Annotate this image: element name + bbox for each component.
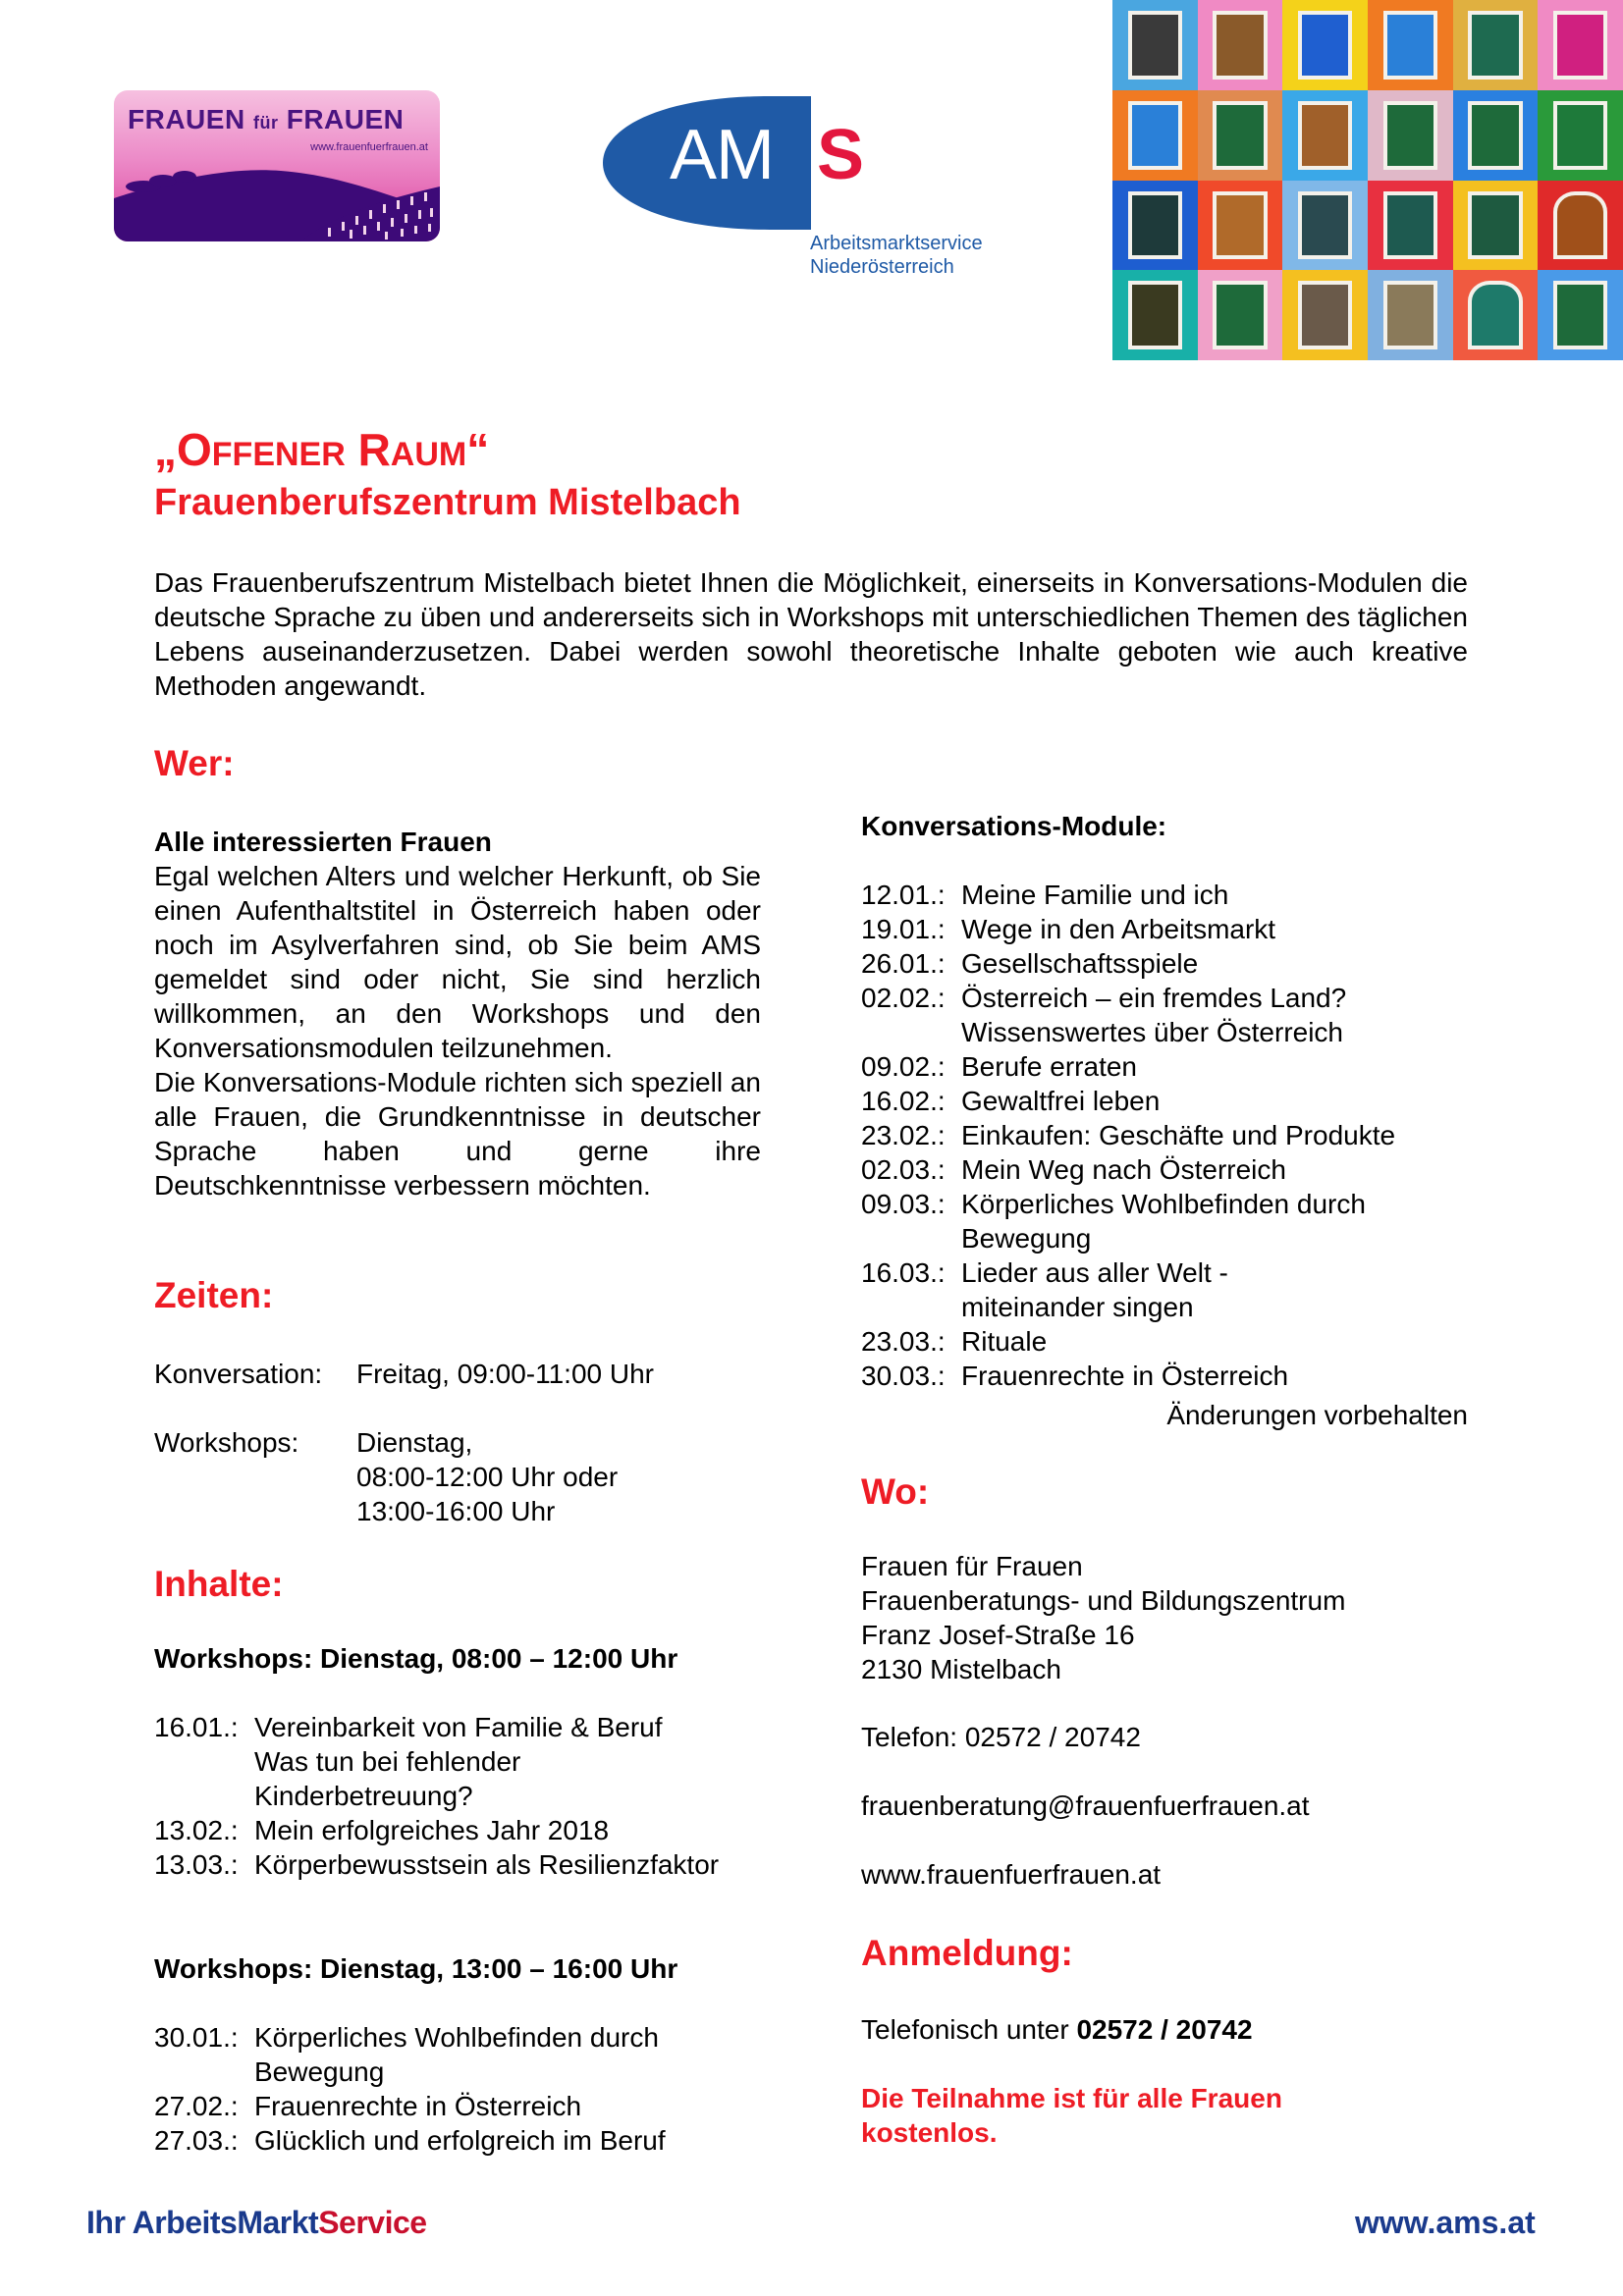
ams-logo-region: Niederösterreich: [810, 256, 954, 278]
schedule-item: [154, 2123, 666, 2158]
page-subtitle: Frauenberufszentrum Mistelbach: [154, 482, 741, 523]
window-photo-tile: [1453, 181, 1539, 271]
schedule-date: 27.03.:: [154, 2125, 239, 2156]
ams-logo-subtitle: Arbeitsmarktservice: [810, 233, 983, 254]
schedule-item: [861, 1015, 1395, 1049]
window-frame-icon: [1128, 101, 1182, 170]
fff-logo-fuer: für: [252, 113, 279, 133]
contact-phone: Telefon: 02572 / 20742: [861, 1722, 1141, 1752]
schedule-topic: Frauenrechte in Österreich: [254, 2091, 582, 2121]
schedule-item: [861, 1221, 1395, 1255]
address-line: Frauenberatungs- und Bildungszentrum: [861, 1585, 1346, 1616]
schedule-item: [861, 1324, 1395, 1359]
window-frame-icon: [1553, 281, 1607, 349]
schedule-topic: Körperbewusstsein als Resilienzfaktor: [254, 1849, 720, 1880]
window-frame-icon: [1298, 11, 1352, 80]
footer-slogan: [86, 2205, 427, 2241]
schedule-date: 26.01.:: [861, 948, 946, 979]
section-heading-zeiten: Zeiten:: [154, 1275, 274, 1315]
window-frame-icon: [1213, 101, 1267, 170]
section-heading-wo: Wo:: [861, 1471, 930, 1512]
window-photo-tile: [1198, 90, 1283, 181]
free-participation-note: [861, 2081, 1282, 2150]
schedule-topic: Was tun bei fehlender: [254, 1746, 521, 1777]
schedule-topic: Gewaltfrei leben: [961, 1086, 1161, 1116]
schedule-date: 13.03.:: [154, 1849, 239, 1880]
zeiten-label: Workshops:: [154, 1427, 299, 1458]
wer-paragraph: Egal welchen Alters und welcher Herkunft, ob Sie einen Aufenthaltstitel in Österreich haben oder noch im Asylverfahren sind, ob Sie beim AMS gemeldet sind oder nicht, Sie sind herzlich willkommen, an den Workshops und den Konversationsmodulen teilzunehmen.: [154, 861, 761, 1063]
schedule-item: [154, 1779, 719, 1813]
fff-logo-word: FRAUEN: [128, 104, 245, 134]
window-frame-icon: [1213, 281, 1267, 349]
footer-slogan-service: Service: [318, 2205, 427, 2240]
title-quote-open: „: [154, 424, 177, 475]
title-quote-close: “: [466, 424, 490, 475]
anmeldung-phone-prefix: Telefonisch unter: [861, 2014, 1077, 2045]
address-line: Frauen für Frauen: [861, 1551, 1083, 1581]
wer-block: [154, 825, 761, 1202]
schedule-topic: Körperliches Wohlbefinden durch: [254, 2022, 659, 2053]
window-photo-tile: [1198, 181, 1283, 271]
schedule-topic: Lieder aus aller Welt -: [961, 1257, 1228, 1288]
schedule-item: [861, 1049, 1395, 1084]
schedule-topic: Bewegung: [254, 2056, 385, 2087]
window-frame-icon: [1553, 11, 1607, 80]
schedule-date: 30.01.:: [154, 2022, 239, 2053]
anmeldung-phone: [861, 2012, 1253, 2047]
schedule-topic: Meine Familie und ich: [961, 880, 1229, 910]
window-frame-icon: [1468, 281, 1522, 349]
contact-website-link[interactable]: www.frauenfuerfrauen.at: [861, 1859, 1162, 1890]
schedule-item: [154, 1847, 719, 1882]
fff-logo-url: www.frauenfuerfrauen.at: [310, 141, 428, 153]
section-heading-anmeldung: Anmeldung:: [861, 1933, 1073, 1973]
schedule-topic: Berufe erraten: [961, 1051, 1137, 1082]
footer-slogan-main: Ihr ArbeitsMarkt: [86, 2205, 319, 2240]
schedule-topic: Gesellschaftsspiele: [961, 948, 1199, 979]
schedule-item: [861, 912, 1395, 946]
window-photo-tile: [1453, 0, 1539, 90]
schedule-topic: Mein Weg nach Österreich: [961, 1154, 1286, 1185]
window-photo-tile: [1538, 0, 1623, 90]
schedule-topic: Frauenrechte in Österreich: [961, 1361, 1289, 1391]
konversation-list: [861, 878, 1395, 1393]
schedule-item: [154, 2020, 666, 2055]
schedule-date: 16.01.:: [154, 1712, 239, 1742]
window-frame-icon: [1128, 191, 1182, 260]
schedule-item: [861, 1118, 1395, 1152]
schedule-date: 16.02.:: [861, 1086, 946, 1116]
window-photo-tile: [1112, 90, 1198, 181]
title-word-rest: FFENER: [211, 436, 346, 473]
schedule-topic: miteinander singen: [961, 1292, 1194, 1322]
schedule-topic: Mein erfolgreiches Jahr 2018: [254, 1815, 610, 1845]
schedule-topic: Glücklich und erfolgreich im Beruf: [254, 2125, 666, 2156]
schedule-item: [861, 1255, 1395, 1290]
window-photo-tile: [1453, 270, 1539, 360]
zeiten-konversation-row: [154, 1357, 654, 1391]
section-heading-wer: Wer:: [154, 743, 235, 783]
window-photo-tile: [1368, 270, 1453, 360]
wer-paragraph: Die Konversations-Module richten sich speziell an alle Frauen, die Grundkenntnisse in deutscher Sprache haben und gerne ihre Deutschkenntnisse verbessern möchten.: [154, 1067, 761, 1201]
schedule-date: 09.02.:: [861, 1051, 946, 1082]
schedule-topic: Bewegung: [961, 1223, 1092, 1254]
window-frame-icon: [1213, 191, 1267, 260]
window-frame-icon: [1383, 281, 1437, 349]
schedule-item: [861, 1084, 1395, 1118]
schedule-topic: Körperliches Wohlbefinden durch: [961, 1189, 1366, 1219]
window-frame-icon: [1468, 11, 1522, 80]
zeiten-value-line: 08:00-12:00 Uhr oder: [356, 1462, 619, 1492]
address-block: [861, 1549, 1345, 1686]
ams-logo: [589, 94, 1041, 281]
window-frame-icon: [1383, 191, 1437, 260]
zeiten-value: [356, 1425, 618, 1528]
schedule-item: [154, 2089, 666, 2123]
address-line: 2130 Mistelbach: [861, 1654, 1061, 1684]
window-frame-icon: [1213, 11, 1267, 80]
schedule-date: 30.03.:: [861, 1361, 946, 1391]
zeiten-value-line: Dienstag,: [356, 1427, 473, 1458]
schedule-date: 13.02.:: [154, 1815, 239, 1845]
frauen-fuer-frauen-logo: [114, 90, 440, 241]
window-photo-tile: [1282, 270, 1368, 360]
schedule-item: [861, 946, 1395, 981]
zeiten-workshops-row: [154, 1425, 618, 1528]
window-photo-tile: [1198, 0, 1283, 90]
window-photo-tile: [1112, 0, 1198, 90]
schedule-item: [154, 1710, 719, 1744]
schedule-topic: Wege in den Arbeitsmarkt: [961, 914, 1276, 944]
window-photo-tile: [1368, 90, 1453, 181]
zeiten-value-line: 13:00-16:00 Uhr: [356, 1496, 556, 1526]
free-note-line: Die Teilnahme ist für alle Frauen: [861, 2083, 1282, 2113]
schedule-topic: Wissenswertes über Österreich: [961, 1017, 1344, 1047]
schedule-date: 02.03.:: [861, 1154, 946, 1185]
window-photo-tile: [1112, 270, 1198, 360]
window-photo-tile: [1282, 90, 1368, 181]
window-photo-tile: [1282, 0, 1368, 90]
schedule-topic: Rituale: [961, 1326, 1048, 1357]
schedule-date: 02.02.:: [861, 983, 946, 1013]
wer-subheading: Alle interessierten Frauen: [154, 827, 492, 857]
window-photo-tile: [1538, 181, 1623, 271]
schedule-item: [861, 1152, 1395, 1187]
fff-logo-landscape-icon: [114, 90, 440, 241]
section-heading-inhalte: Inhalte:: [154, 1564, 284, 1604]
schedule-topic: Vereinbarkeit von Familie & Beruf: [254, 1712, 663, 1742]
changes-reserved-note: Änderungen vorbehalten: [1166, 1400, 1468, 1430]
ams-logo-am: AM: [670, 116, 774, 194]
schedule-item: [861, 1187, 1395, 1221]
schedule-date: 23.02.:: [861, 1120, 946, 1150]
window-frame-icon: [1298, 281, 1352, 349]
window-frame-icon: [1553, 191, 1607, 260]
schedule-item: [154, 1813, 719, 1847]
zeiten-value: Freitag, 09:00-11:00 Uhr: [356, 1359, 654, 1389]
window-frame-icon: [1128, 11, 1182, 80]
schedule-topic: Österreich – ein fremdes Land?: [961, 983, 1347, 1013]
page-title: [154, 424, 741, 525]
schedule-date: 09.03.:: [861, 1189, 946, 1219]
windows-collage-image: [1112, 0, 1623, 360]
window-frame-icon: [1468, 101, 1522, 170]
window-photo-tile: [1538, 270, 1623, 360]
ams-logo-s: S: [817, 116, 865, 194]
window-frame-icon: [1383, 101, 1437, 170]
workshop-list-afternoon: [154, 2020, 666, 2158]
schedule-date: 23.03.:: [861, 1326, 946, 1357]
schedule-topic: Kinderbetreuung?: [254, 1781, 473, 1811]
window-photo-tile: [1368, 181, 1453, 271]
address-line: Franz Josef-Straße 16: [861, 1620, 1135, 1650]
window-photo-tile: [1368, 0, 1453, 90]
schedule-item: [154, 2055, 666, 2089]
schedule-topic: Einkaufen: Geschäfte und Produkte: [961, 1120, 1396, 1150]
window-photo-tile: [1282, 181, 1368, 271]
workshop-group-title: Workshops: Dienstag, 08:00 – 12:00 Uhr: [154, 1643, 678, 1674]
anmeldung-phone-number: 02572 / 20742: [1076, 2014, 1253, 2045]
title-word-rest: AUM: [390, 436, 467, 473]
window-photo-tile: [1453, 90, 1539, 181]
schedule-date: 12.01.:: [861, 880, 946, 910]
schedule-date: 16.03.:: [861, 1257, 946, 1288]
window-frame-icon: [1468, 191, 1522, 260]
schedule-item: [861, 981, 1395, 1015]
contact-email-link[interactable]: frauenberatung@frauenfuerfrauen.at: [861, 1790, 1310, 1821]
intro-paragraph: Das Frauenberufszentrum Mistelbach bietet Ihnen die Möglichkeit, einerseits in Konversations-Modulen die deutsche Sprache zu üben und andererseits sich in Workshops mit unterschiedlichen Themen des täglichen Lebens auseinanderzusetzen. Dabei werden sowohl theoretische Inhalte geboten wie auch kreative Methoden angewandt.: [154, 567, 1468, 701]
fff-logo-word: FRAUEN: [286, 104, 405, 134]
window-frame-icon: [1298, 191, 1352, 260]
workshop-group-title: Workshops: Dienstag, 13:00 – 16:00 Uhr: [154, 1953, 678, 1984]
window-photo-tile: [1538, 90, 1623, 181]
window-frame-icon: [1298, 101, 1352, 170]
title-initial: R: [357, 424, 391, 475]
schedule-date: 19.01.:: [861, 914, 946, 944]
window-frame-icon: [1383, 11, 1437, 80]
window-frame-icon: [1128, 281, 1182, 349]
window-frame-icon: [1553, 101, 1607, 170]
free-note-line: kostenlos.: [861, 2117, 998, 2148]
schedule-item: [861, 1290, 1395, 1324]
window-photo-tile: [1112, 181, 1198, 271]
schedule-item: [861, 1359, 1395, 1393]
window-photo-tile: [1198, 270, 1283, 360]
konversation-heading: Konversations-Module:: [861, 811, 1167, 841]
workshop-list-morning: [154, 1710, 719, 1882]
title-initial: O: [177, 424, 212, 475]
schedule-item: [861, 878, 1395, 912]
schedule-date: 27.02.:: [154, 2091, 239, 2121]
schedule-item: [154, 1744, 719, 1779]
zeiten-label: Konversation:: [154, 1359, 323, 1389]
footer-website-link[interactable]: www.ams.at: [1355, 2205, 1536, 2240]
